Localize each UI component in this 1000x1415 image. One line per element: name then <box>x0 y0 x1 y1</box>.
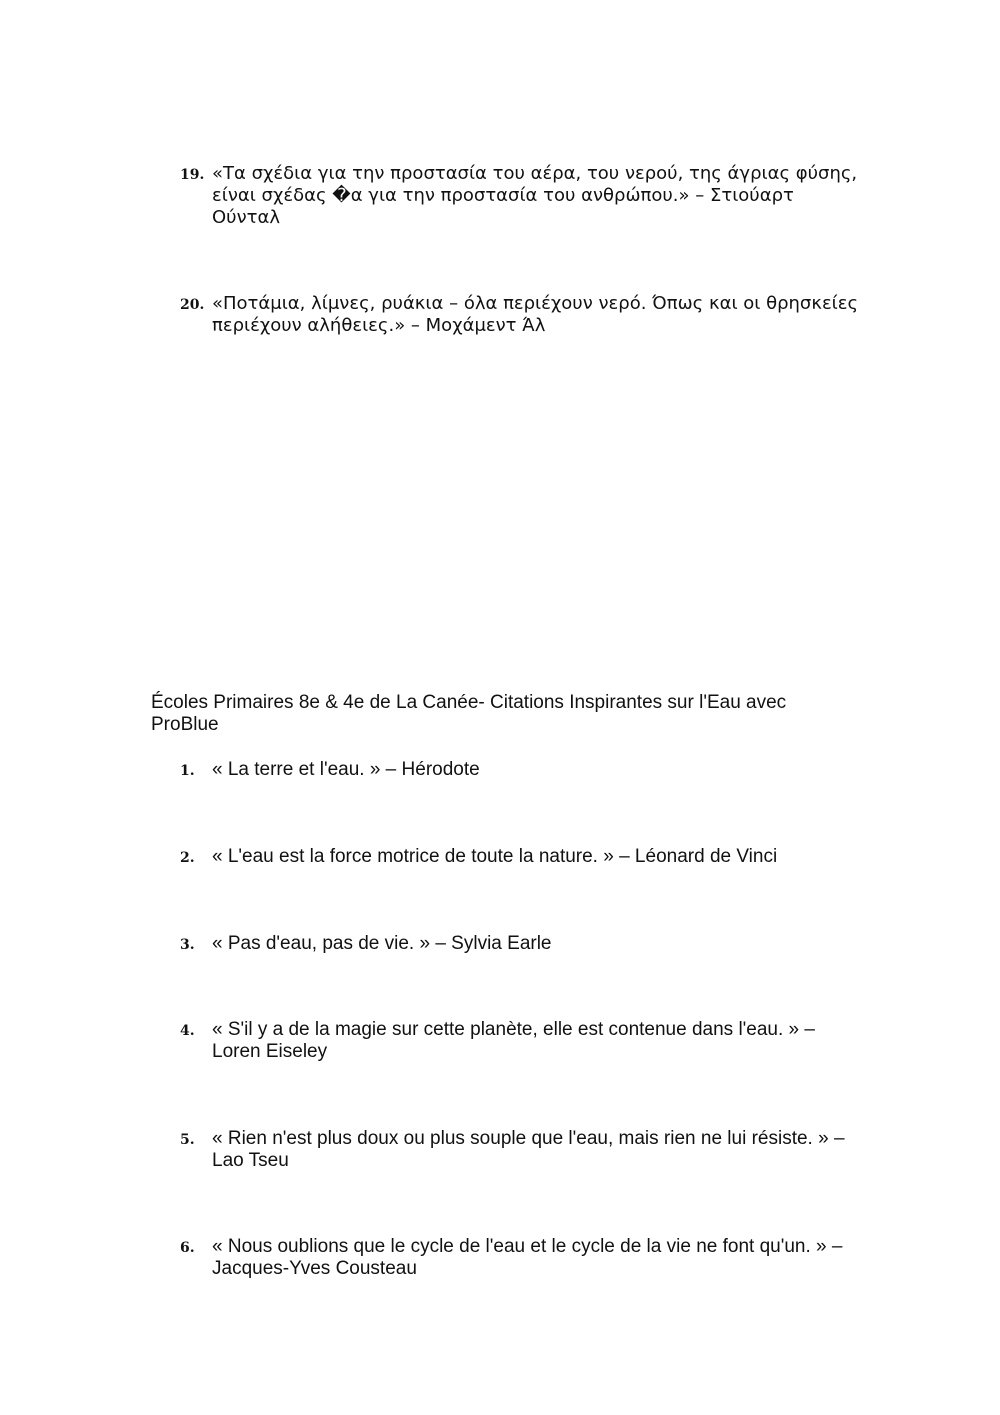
list-item <box>180 1236 860 1280</box>
list-number: 1. <box>180 763 195 779</box>
list-item <box>180 163 860 229</box>
list-number: 5. <box>180 1132 195 1148</box>
list-number: 2. <box>180 850 195 866</box>
quote-text: « Rien n'est plus doux ou plus souple que l'eau, mais rien ne lui résiste. » – Lao Tseu <box>212 1128 845 1171</box>
quote-text: « La terre et l'eau. » – Hérodote <box>212 759 480 780</box>
quote-text: « L'eau est la force motrice de toute la nature. » – Léonard de Vinci <box>212 846 778 867</box>
list-number: 3. <box>180 937 195 953</box>
quote-text: « Pas d'eau, pas de vie. » – Sylvia Earle <box>212 933 552 954</box>
list-item <box>180 759 860 782</box>
list-number: 6. <box>180 1240 195 1256</box>
quote-text: « S'il y a de la magie sur cette planète, elle est contenue dans l'eau. » – Loren Eiseley <box>212 1019 815 1062</box>
quote-text: «Τα σχέδια για την προστασία του αέρα, του νερού, της άγριας φύσης, είναι σχέδας �α για την προστασία του ανθρώπου.» – Στιούαρτ Ούνταλ <box>212 163 858 228</box>
quote-text: «Ποτάμια, λίμνες, ρυάκια – όλα περιέχουν νερό. Όπως και οι θρησκείες περιέχουν αλήθειες.» – Μοχάμεντ Άλ <box>212 293 859 336</box>
section-heading: Écoles Primaires 8e & 4e de La Canée- Citations Inspirantes sur l'Eau avec ProBlue <box>151 692 787 735</box>
list-number: 20. <box>180 297 205 313</box>
quote-text: « Nous oublions que le cycle de l'eau et le cycle de la vie ne font qu'un. » – Jacques-Yves Cousteau <box>212 1236 843 1279</box>
list-item <box>180 293 860 337</box>
list-item <box>180 933 860 956</box>
list-number: 19. <box>180 167 205 183</box>
list-item <box>180 1128 860 1172</box>
list-number: 4. <box>180 1023 195 1039</box>
list-item <box>180 846 860 869</box>
list-item <box>180 1019 860 1063</box>
